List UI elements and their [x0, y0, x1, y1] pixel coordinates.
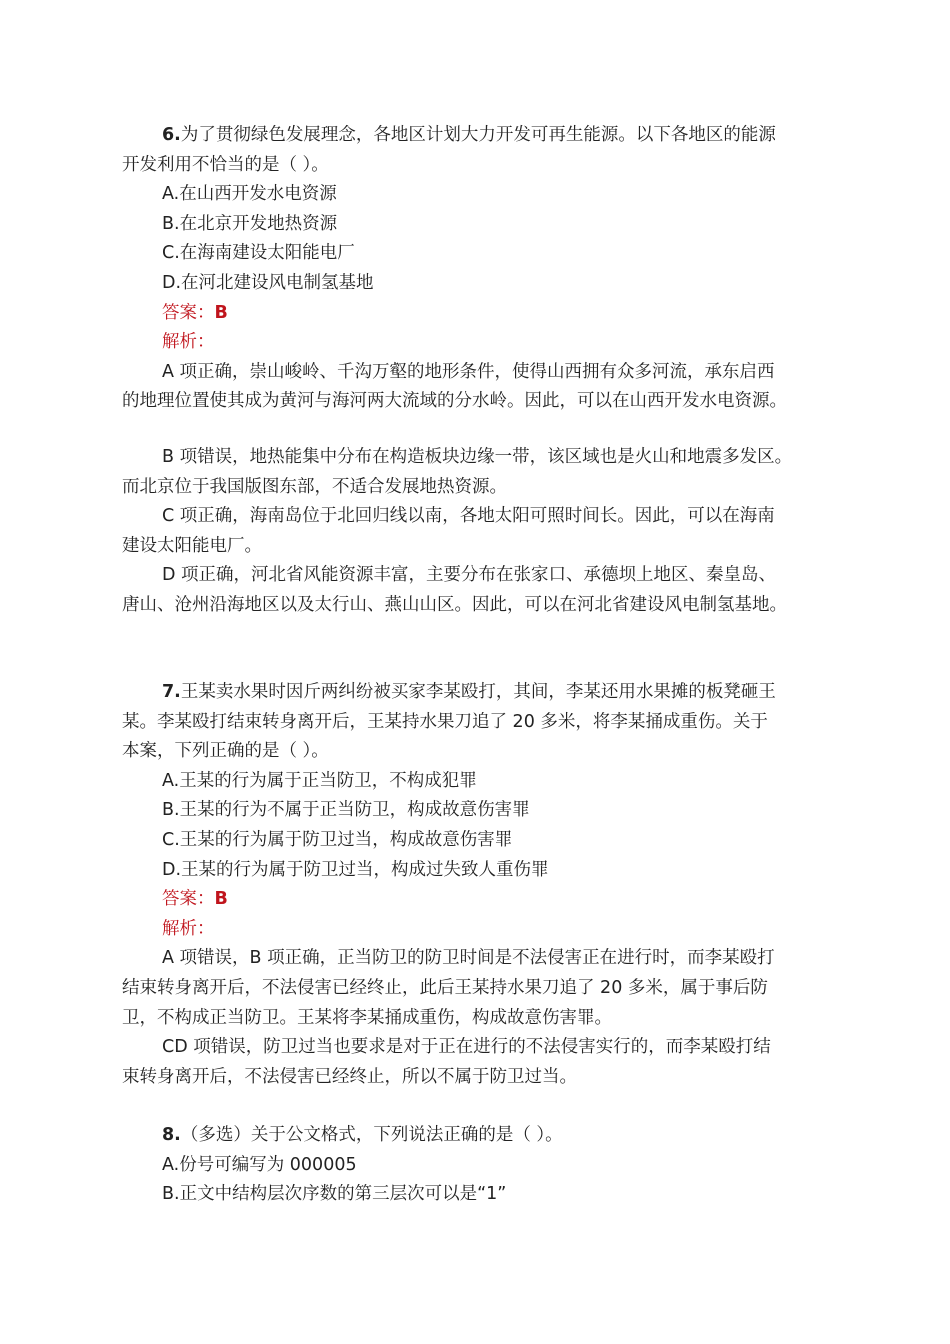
answer: 答案：B [162, 889, 228, 910]
analysis-label: 解析： [162, 918, 215, 939]
analysis-label: 解析： [162, 332, 215, 353]
analysis-line: D 项正确，河北省风能资源丰富，主要分布在张家口、承德坝上地区、秦皇岛、 [162, 565, 777, 586]
option-b: B.正文中结构层次序数的第三层次可以是“1” [162, 1184, 507, 1205]
analysis-line: A 项错误，B 项正确，正当防卫的防卫时间是不法侵害正在进行时，而李某殴打 [162, 948, 775, 969]
analysis-line: A 项正确，崇山峻岭、千沟万壑的地形条件，使得山西拥有众多河流，承东启西 [162, 361, 775, 382]
analysis-line: B 项错误，地热能集中分布在构造板块边缘一带，该区域也是火山和地震多发区。 [162, 446, 793, 467]
option-a: A.在山西开发水电资源 [162, 184, 337, 205]
answer-value: B [214, 889, 228, 910]
analysis-line: C 项正确，海南岛位于北回归线以南，各地太阳可照时间长。因此，可以在海南 [162, 506, 775, 527]
analysis-line: 唐山、沧州沿海地区以及太行山、燕山山区。因此，可以在河北省建设风电制氢基地。 [122, 594, 787, 615]
question-6 [122, 121, 842, 621]
question-stem-line: 开发利用不恰当的是（ ）。 [122, 154, 329, 175]
analysis-line: CD 项错误，防卫过当也要求是对于正在进行的不法侵害实行的，而李某殴打结 [162, 1037, 771, 1058]
option-c: C.在海南建设太阳能电厂 [162, 243, 355, 264]
option-b: B.在北京开发地热资源 [162, 213, 338, 234]
question-stem-line: 本案，下列正确的是（ ）。 [122, 741, 329, 762]
analysis-line: 建设太阳能电厂。 [122, 535, 262, 556]
question-7 [122, 678, 842, 1092]
option-a: A.王某的行为属于正当防卫，不构成犯罪 [162, 770, 477, 791]
paragraph-gap [122, 417, 842, 443]
option-a: A.份号可编写为 000005 [162, 1154, 357, 1175]
analysis-line: 卫，不构成正当防卫。王某将李某捅成重伤，构成故意伤害罪。 [122, 1007, 612, 1028]
analysis-line: 束转身离开后，不法侵害已经终止，所以不属于防卫过当。 [122, 1066, 577, 1087]
analysis-line: 而北京位于我国版图东部，不适合发展地热资源。 [122, 476, 507, 497]
analysis-line: 结束转身离开后，不法侵害已经终止，此后王某持水果刀追了 20 多米，属于事后防 [122, 977, 768, 998]
question-stem: 6.为了贯彻绿色发展理念，各地区计划大力开发可再生能源。以下各地区的能源 [162, 125, 776, 145]
answer-value: B [214, 302, 228, 323]
question-number: 8. [162, 1125, 181, 1145]
answer: 答案：B [162, 302, 228, 323]
option-d: D.王某的行为属于防卫过当，构成过失致人重伤罪 [162, 859, 549, 880]
option-d: D.在河北建设风电制氢基地 [162, 272, 374, 293]
question-number: 6. [162, 125, 181, 145]
question-stem: 7.王某卖水果时因斤两纠纷被买家李某殴打，其间，李某还用水果摊的板凳砸王 [162, 682, 776, 702]
question-stem: 8.（多选）关于公文格式，下列说法正确的是（ ）。 [162, 1125, 563, 1145]
option-b: B.王某的行为不属于正当防卫，构成故意伤害罪 [162, 800, 530, 821]
analysis-line: 的地理位置使其成为黄河与海河两大流域的分水岭。因此，可以在山西开发水电资源。 [122, 391, 787, 412]
question-stem-line: 某。李某殴打结束转身离开后，王某持水果刀追了 20 多米，将李某捅成重伤。关于 [122, 711, 768, 732]
question-8 [122, 1121, 842, 1210]
option-c: C.王某的行为属于防卫过当，构成故意伤害罪 [162, 829, 513, 850]
question-number: 7. [162, 682, 181, 702]
